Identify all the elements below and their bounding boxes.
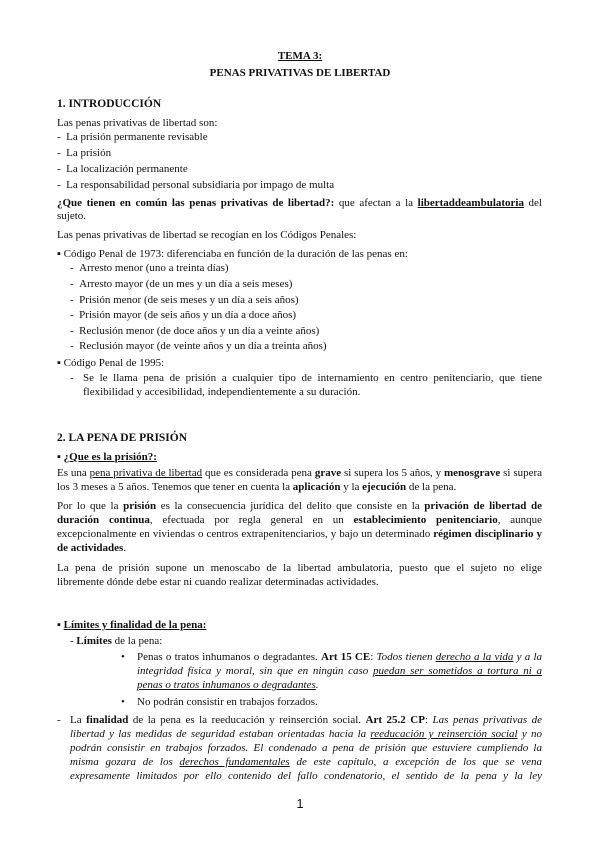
section-2-heading: 2. LA PENA DE PRISIÓN bbox=[57, 432, 188, 444]
s1-codes-intro: Las penas privativas de libertad se recogían en los Códigos Penales: bbox=[57, 229, 357, 241]
list-item: - La prisión bbox=[57, 147, 112, 159]
b2-line: No podrán consistir en trabajos forzados. bbox=[137, 696, 318, 708]
cp1995-line2: flexibilidad y accesibilidad, independientemente a su duración. bbox=[83, 386, 361, 398]
b1-line1: Penas o tratos inhumanos o degradantes. Art 15 CE: Todos tienen derecho a la vida y a la bbox=[137, 651, 543, 663]
list-item: - La responsabilidad personal subsidiaria por impago de multa bbox=[57, 179, 335, 191]
s1-question: ¿Que tienen en común las penas privativas de libertad?: que afectan a la libertaddeambulatoria del bbox=[57, 197, 542, 209]
list-item: - Reclusión menor (de doce años y un día a veinte años) bbox=[70, 325, 320, 337]
bullet-icon: • bbox=[121, 696, 125, 708]
cp1973-item: ▪ Código Penal de 1973: diferenciaba en función de la duración de las penas en: bbox=[57, 248, 408, 260]
fin-line2: libertad y las medidas de seguridad estaban orientadas hacia la reeducación y reinserción social y no bbox=[70, 728, 542, 740]
fin-line5: expresamente limitados por ello contenido del fallo condenatorio, el sentido de la pena y la ley bbox=[70, 770, 542, 782]
p2-line1: Por lo que la prisión es la consecuencia jurídica del delito que consiste en la privación de libertad de bbox=[57, 500, 542, 512]
s2-sub1: ▪ ¿Que es la prisión?: bbox=[57, 451, 157, 463]
fin-dash: - bbox=[57, 714, 61, 726]
section-1-heading: 1. INTRODUCCIÓN bbox=[57, 98, 162, 110]
list-item: - Prisión menor (de seis meses y un día a seis años) bbox=[70, 294, 299, 306]
bullet-icon: • bbox=[121, 651, 125, 663]
p2-line2: duración continua, efectuada por regla general en un establecimiento penitenciario, aunque bbox=[57, 514, 542, 526]
fin-line4: misma gozara de los derechos fundamentales de este capítulo, a excepción de los que se vena bbox=[70, 756, 542, 768]
s2-sub2: ▪ Límites y finalidad de la pena: bbox=[57, 619, 207, 631]
s1-intro: Las penas privativas de libertad son: bbox=[57, 117, 218, 129]
cp1995-item: ▪ Código Penal de 1995: bbox=[57, 357, 165, 369]
fin-line3: podrán consistir en trabajos forzados. El condenado a pena de prisión que estuviere cumpliendo la bbox=[70, 742, 542, 754]
list-item: - Arresto mayor (de un mes y un día a seis meses) bbox=[70, 278, 293, 290]
list-item: - Reclusión mayor (de veinte años y un día a treinta años) bbox=[70, 340, 327, 352]
page-number: 1 bbox=[296, 796, 304, 811]
p2-line3: excepcionalmente en viviendas o centros extrapenitenciarios, y bajo un determinado régimen disciplinario y bbox=[57, 528, 542, 540]
cp1995-line1: Se le llama pena de prisión a cualquier tipo de internamiento en centro penitenciario, que tiene bbox=[83, 372, 542, 384]
p1-line2: los 3 meses a 5 años. Tenemos que tener en cuenta la aplicación y la ejecución de la pena. bbox=[57, 481, 457, 493]
p3-line1: La pena de prisión supone un menoscabo de la libertad ambulatoria, puesto que el sujeto no elige bbox=[57, 562, 542, 574]
b1-line3: penas o tratos inhumanos o degradantes. bbox=[137, 679, 319, 691]
p1-line1: Es una pena privativa de libertad que es considerada pena grave si supera los 5 años, y menosgrave si supera bbox=[57, 467, 543, 479]
p2-line4: de actividades. bbox=[57, 542, 127, 554]
b1-line2: integridad física y moral, sin que en ningún caso puedan ser sometidos a tortura ni a bbox=[137, 665, 542, 677]
fin-line1: La finalidad de la pena es la reeducación y reinserción social. Art 25.2 CP: Las penas privativas de bbox=[70, 714, 543, 726]
list-item: - La prisión permanente revisable bbox=[57, 131, 208, 143]
doc-subtitle: PENAS PRIVATIVAS DE LIBERTAD bbox=[209, 67, 391, 79]
list-item: - Arresto menor (uno a treinta días) bbox=[70, 262, 229, 274]
doc-title: TEMA 3: bbox=[277, 50, 323, 62]
s1-question-line2: sujeto. bbox=[57, 210, 87, 222]
limits-item: - Límites de la pena: bbox=[70, 635, 163, 647]
p3-line2: libremente dónde debe estar ni cuando realizar determinadas actividades. bbox=[57, 576, 379, 588]
list-item: - La localización permanente bbox=[57, 163, 188, 175]
list-item: - Prisión mayor (de seis años y un día a doce años) bbox=[70, 309, 297, 321]
cp1995-dash: - bbox=[70, 372, 74, 384]
